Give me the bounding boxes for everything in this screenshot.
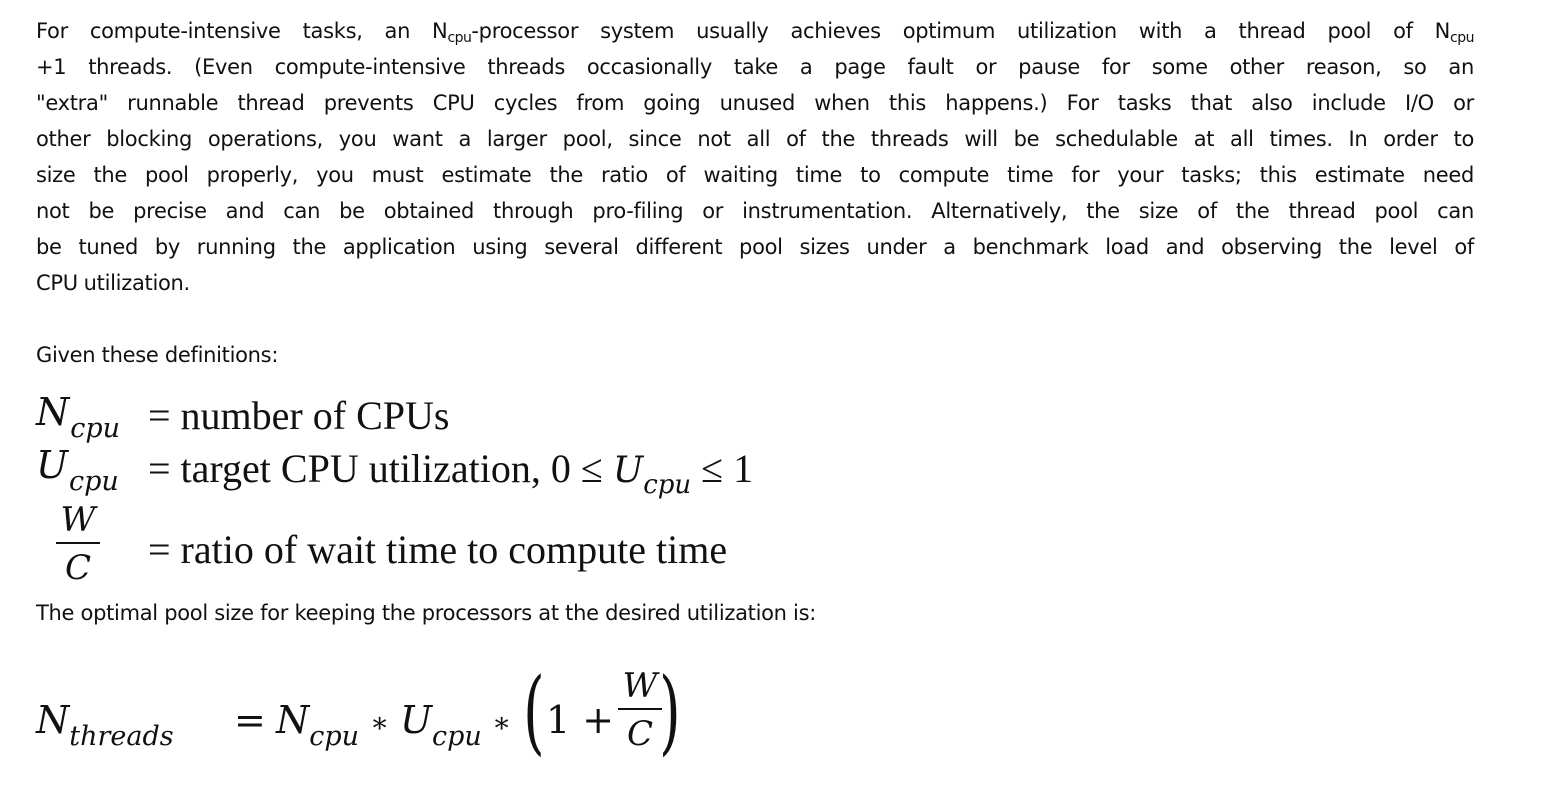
given-definitions-text: Given these definitions: bbox=[36, 343, 279, 367]
ucpu-definition: = target CPU utilization, $0 \le U_{cpu} \le 1$ bbox=[148, 446, 754, 500]
fraction-numerator: W bbox=[622, 666, 658, 706]
formula-close-paren: ) bbox=[659, 658, 681, 765]
ncpu-symbol: $N_{cpu}$ bbox=[36, 390, 121, 444]
formula-ncpu: $N_{cpu}$ bbox=[276, 698, 360, 752]
subscript-cpu: cpu bbox=[1450, 30, 1474, 46]
fraction-denominator: C bbox=[64, 548, 91, 588]
pool-size-formula bbox=[36, 660, 736, 780]
paragraph-line: size the pool properly, you must estimate the ratio of waiting time to compute time for your tasks; this estimate need bbox=[36, 163, 1474, 187]
ucpu-symbol: $U_{cpu}$ bbox=[36, 443, 119, 497]
paragraph-line: be tuned by running the application using several different pool sizes under a benchmark load and observing the level of bbox=[36, 235, 1474, 259]
optimal-pool-text: The optimal pool size for keeping the processors at the desired utilization is: bbox=[36, 601, 816, 625]
formula-ucpu: $U_{cpu}$ bbox=[400, 698, 482, 752]
formula-times-2: ∗ bbox=[492, 706, 512, 739]
paragraph-line: CPU utilization. bbox=[36, 271, 190, 295]
formula-equals: = bbox=[234, 698, 266, 742]
formula-one-plus: 1 + bbox=[546, 698, 615, 742]
paragraph-line: not be precise and can be obtained through pro-filing or instrumentation. Alternatively, the size of the thread pool can bbox=[36, 199, 1474, 223]
formula-times-1: ∗ bbox=[370, 706, 390, 739]
formula-lhs: $N_{threads}$ bbox=[36, 698, 174, 752]
fraction-bar bbox=[618, 708, 662, 710]
wc-fraction bbox=[56, 500, 100, 588]
ncpu-definition: = number of CPUs bbox=[148, 393, 450, 438]
paragraph-line: "extra" runnable thread prevents CPU cycles from going unused when this happens.) For tasks that also include I/O or bbox=[36, 91, 1474, 115]
paragraph-line: For compute-intensive tasks, an $N_{cpu}$-processor system usually achieves optimum utilization with a thread pool of $N_{cpu}$ bbox=[36, 19, 1474, 46]
fraction-bar bbox=[56, 542, 100, 544]
subscript-cpu: cpu bbox=[447, 30, 472, 46]
formula-open-paren: ( bbox=[523, 658, 545, 765]
wc-definition: = ratio of wait time to compute time bbox=[148, 527, 728, 572]
paragraph-line: +1 threads. (Even compute-intensive threads occasionally take a page fault or pause for some other reason, so an bbox=[36, 55, 1474, 79]
intro-paragraph bbox=[36, 13, 1474, 301]
fraction-numerator: W bbox=[60, 500, 96, 540]
paragraph-line: other blocking operations, you want a larger pool, since not all of the threads will be schedulable at all times. In order to bbox=[36, 127, 1474, 151]
formula-fraction bbox=[618, 666, 662, 754]
fraction-denominator: C bbox=[626, 714, 653, 754]
